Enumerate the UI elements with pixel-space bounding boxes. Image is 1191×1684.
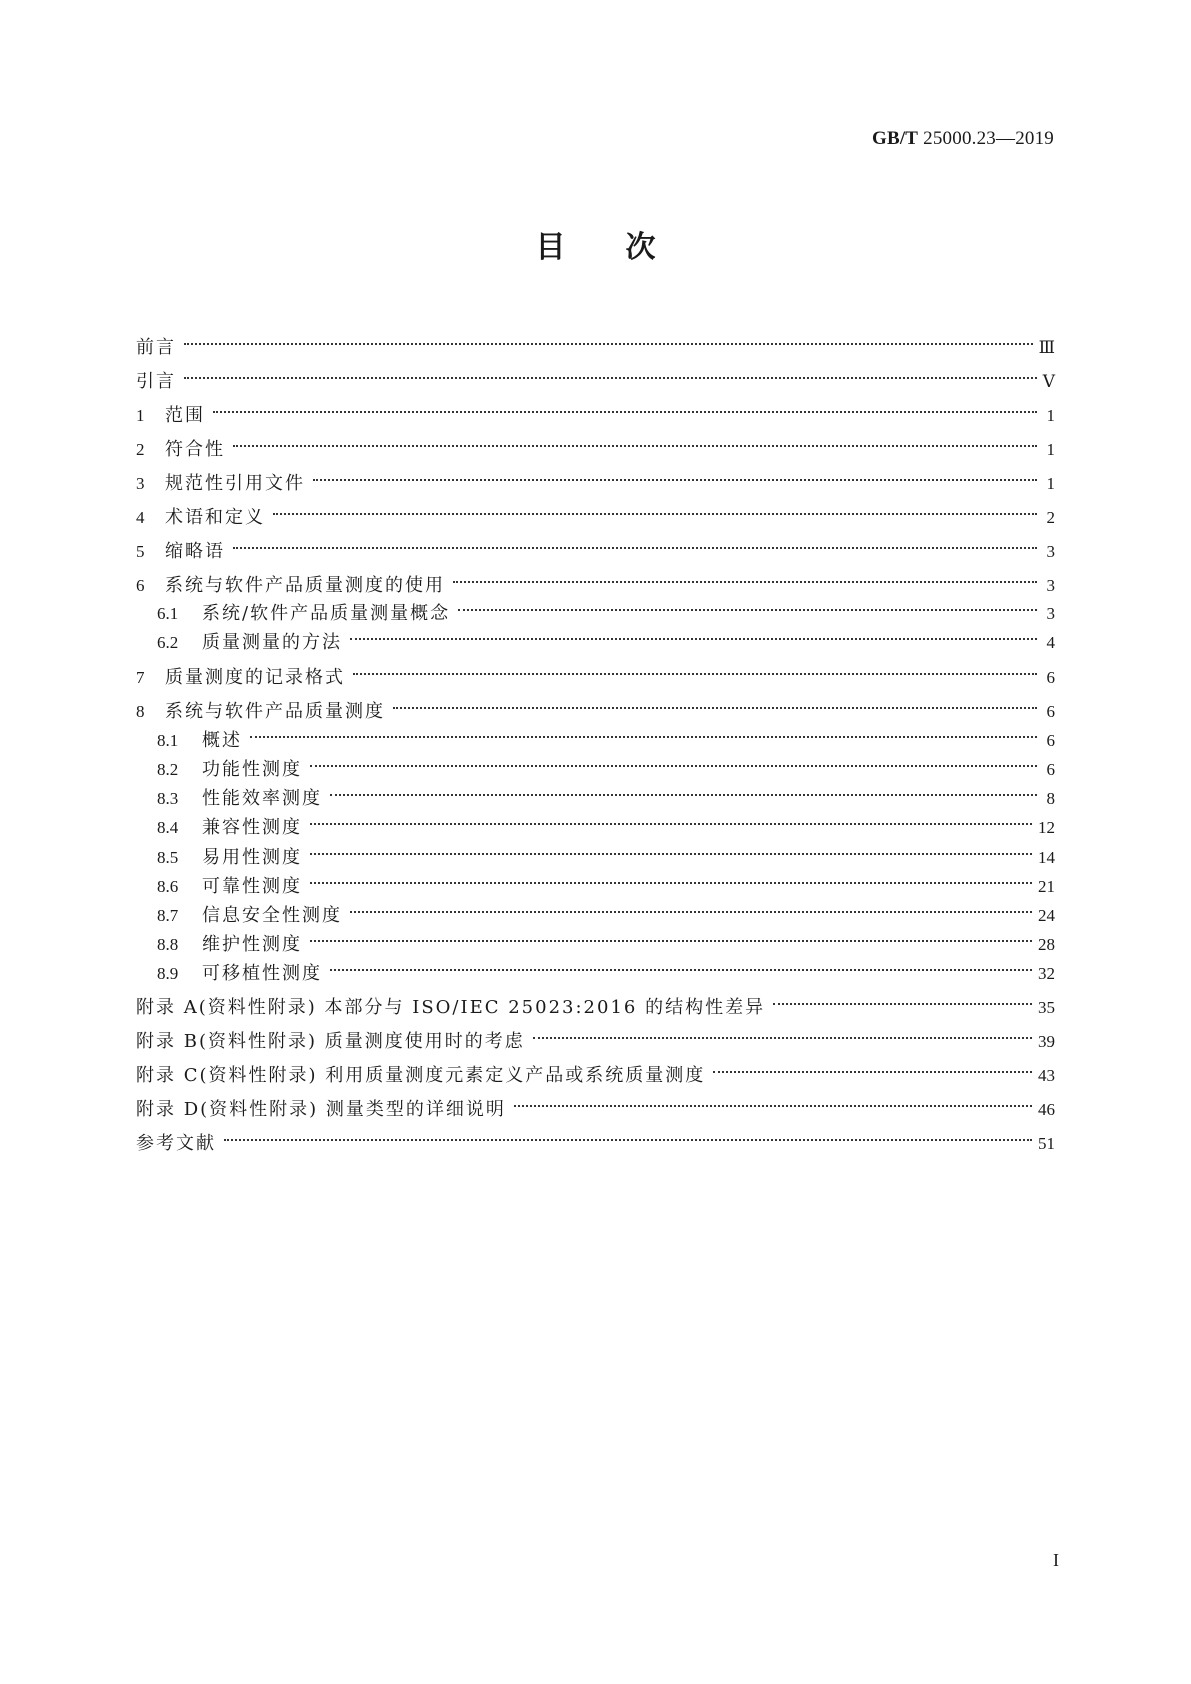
standard-code: [872, 128, 1054, 150]
toc-entry-number: 6.2: [157, 633, 179, 652]
page-number: I: [1053, 1550, 1059, 1570]
toc-entry[interactable]: [136, 565, 1055, 596]
dot-leader: [330, 778, 1037, 804]
dot-leader: [310, 837, 1032, 863]
dot-leader: [514, 1089, 1032, 1115]
dot-leader: [713, 1055, 1032, 1081]
toc-entry-page: 6: [1046, 702, 1055, 721]
dot-leader: [353, 657, 1037, 683]
dot-leader: [250, 720, 1037, 746]
toc-entry-number: 8.9: [157, 964, 179, 983]
toc-entry-page: 43: [1038, 1066, 1055, 1085]
dot-leader: [453, 565, 1037, 591]
toc-entry-page: 3: [1046, 604, 1055, 623]
toc-entry-page: 1: [1046, 440, 1055, 459]
toc-entry-page: 51: [1038, 1134, 1055, 1153]
dot-leader: [184, 327, 1033, 353]
dot-leader: [533, 1021, 1032, 1047]
dot-leader: [273, 497, 1037, 523]
dot-leader: [224, 1123, 1032, 1149]
toc-entry[interactable]: [157, 895, 1055, 926]
toc-entry-label: 术语和定义: [165, 507, 265, 528]
toc-entry-number: 8.1: [157, 731, 179, 750]
toc-entry-page: 28: [1038, 935, 1055, 954]
toc-entry-number: 5: [136, 542, 145, 561]
toc-entry[interactable]: [136, 531, 1055, 562]
toc-entry[interactable]: [157, 622, 1055, 653]
dot-leader: [350, 622, 1037, 648]
toc-entry-page: 4: [1046, 633, 1055, 652]
toc-entry-number: 8.4: [157, 818, 179, 837]
toc-entry[interactable]: [136, 987, 1055, 1018]
toc-entry-page: 46: [1038, 1100, 1055, 1119]
toc-entry-label: 可移植性测度: [202, 963, 322, 984]
toc-entry-label: 信息安全性测度: [202, 905, 342, 926]
toc-entry-label: 缩略语: [165, 541, 225, 562]
toc-entry-page: 24: [1038, 906, 1055, 925]
toc-entry[interactable]: [136, 429, 1055, 460]
toc-entry[interactable]: [157, 924, 1055, 955]
toc-entry-page: Ⅲ: [1038, 338, 1055, 357]
toc-entry[interactable]: [136, 327, 1055, 358]
toc-entry-page: 3: [1046, 542, 1055, 561]
toc-entry[interactable]: [136, 497, 1055, 528]
dot-leader: [310, 807, 1032, 833]
toc-entry-label: 附录 C(资料性附录) 利用质量测度元素定义产品或系统质量测度: [136, 1065, 706, 1086]
toc-entry-label: 概述: [202, 730, 242, 751]
toc-entry-page: 1: [1046, 474, 1055, 493]
dot-leader: [310, 749, 1037, 775]
toc-entry-label: 符合性: [165, 439, 225, 460]
toc-entry[interactable]: [136, 1123, 1055, 1154]
toc-entry-number: 8: [136, 702, 145, 721]
dot-leader: [310, 866, 1032, 892]
toc-entry[interactable]: [157, 749, 1055, 780]
toc-entry[interactable]: [157, 837, 1055, 868]
toc-entry[interactable]: [136, 395, 1055, 426]
toc-entry-label: 前言: [136, 337, 176, 358]
toc-entry-page: 3: [1046, 576, 1055, 595]
toc-entry-page: 32: [1038, 964, 1055, 983]
toc-entry-number: 4: [136, 508, 145, 527]
toc-entry[interactable]: [136, 1055, 1055, 1086]
page-title: 目次: [535, 230, 716, 265]
toc-entry-page: 1: [1046, 406, 1055, 425]
toc-entry-label: 系统/软件产品质量测量概念: [202, 603, 451, 624]
toc-entry[interactable]: [157, 953, 1055, 984]
dot-leader: [330, 953, 1032, 979]
toc-entry-label: 兼容性测度: [202, 817, 302, 838]
toc-entry-label: 系统与软件产品质量测度: [165, 701, 385, 722]
toc-entry-number: 1: [136, 406, 145, 425]
toc-entry-label: 参考文献: [136, 1133, 216, 1154]
toc-entry[interactable]: [136, 1021, 1055, 1052]
toc-entry-label: 系统与软件产品质量测度的使用: [165, 575, 445, 596]
toc-entry[interactable]: [136, 657, 1055, 688]
toc-entry-label: 易用性测度: [202, 847, 302, 868]
dot-leader: [393, 691, 1037, 717]
toc-entry-page: 6: [1046, 731, 1055, 750]
toc-entry-number: 6.1: [157, 604, 179, 623]
toc-entry-label: 规范性引用文件: [165, 473, 305, 494]
toc-entry-number: 3: [136, 474, 145, 493]
standard-number: 25000.23—2019: [923, 128, 1054, 149]
toc-entry-number: 8.3: [157, 789, 179, 808]
toc-entry-label: 维护性测度: [202, 934, 302, 955]
dot-leader: [350, 895, 1032, 921]
toc-entry-number: 8.2: [157, 760, 179, 779]
toc-entry[interactable]: [157, 866, 1055, 897]
toc-entry-page: Ⅴ: [1042, 372, 1055, 391]
toc-entry-page: 6: [1046, 668, 1055, 687]
toc-entry[interactable]: [136, 361, 1055, 392]
toc-entry[interactable]: [157, 778, 1055, 809]
dot-leader: [184, 361, 1037, 387]
toc-entry-number: 7: [136, 668, 145, 687]
dot-leader: [313, 463, 1037, 489]
toc-entry-label: 功能性测度: [202, 759, 302, 780]
toc-entry-label: 性能效率测度: [202, 788, 322, 809]
toc-entry[interactable]: [157, 720, 1055, 751]
dot-leader: [233, 429, 1037, 455]
toc-entry-number: 6: [136, 576, 145, 595]
toc-entry-page: 21: [1038, 877, 1055, 896]
toc-entry-page: 35: [1038, 998, 1055, 1017]
toc-entry-page: 6: [1046, 760, 1055, 779]
toc-entry-label: 可靠性测度: [202, 876, 302, 897]
toc-entry-number: 8.8: [157, 935, 179, 954]
dot-leader: [773, 987, 1032, 1013]
dot-leader: [310, 924, 1032, 950]
dot-leader: [233, 531, 1037, 557]
toc-entry[interactable]: [136, 1089, 1055, 1120]
dot-leader: [213, 395, 1037, 421]
toc-entry[interactable]: [157, 593, 1055, 624]
toc-entry-label: 附录 B(资料性附录) 质量测度使用时的考虑: [136, 1031, 525, 1052]
toc-entry-page: 14: [1038, 848, 1055, 867]
standard-prefix: GB/T: [871, 128, 919, 149]
toc-entry-label: 质量测度的记录格式: [165, 667, 345, 688]
toc-entry-label: 附录 A(资料性附录) 本部分与 ISO/IEC 25023:2016 的结构性差异: [136, 997, 766, 1018]
toc-entry-number: 2: [136, 440, 145, 459]
toc-entry[interactable]: [136, 691, 1055, 722]
toc-entry-page: 2: [1046, 508, 1055, 527]
toc-entry-label: 质量测量的方法: [202, 632, 342, 653]
toc-entry-number: 8.6: [157, 877, 179, 896]
dot-leader: [458, 593, 1037, 619]
toc-entry-number: 8.5: [157, 848, 179, 867]
toc-entry-number: 8.7: [157, 906, 179, 925]
toc-entry[interactable]: [157, 807, 1055, 838]
toc-entry-page: 12: [1038, 818, 1055, 837]
toc-entry-label: 引言: [136, 371, 176, 392]
toc-entry-page: 8: [1046, 789, 1055, 808]
toc-entry[interactable]: [136, 463, 1055, 494]
toc-entry-label: 范围: [165, 405, 205, 426]
toc-entry-label: 附录 D(资料性附录) 测量类型的详细说明: [136, 1099, 506, 1120]
toc-entry-page: 39: [1038, 1032, 1055, 1051]
